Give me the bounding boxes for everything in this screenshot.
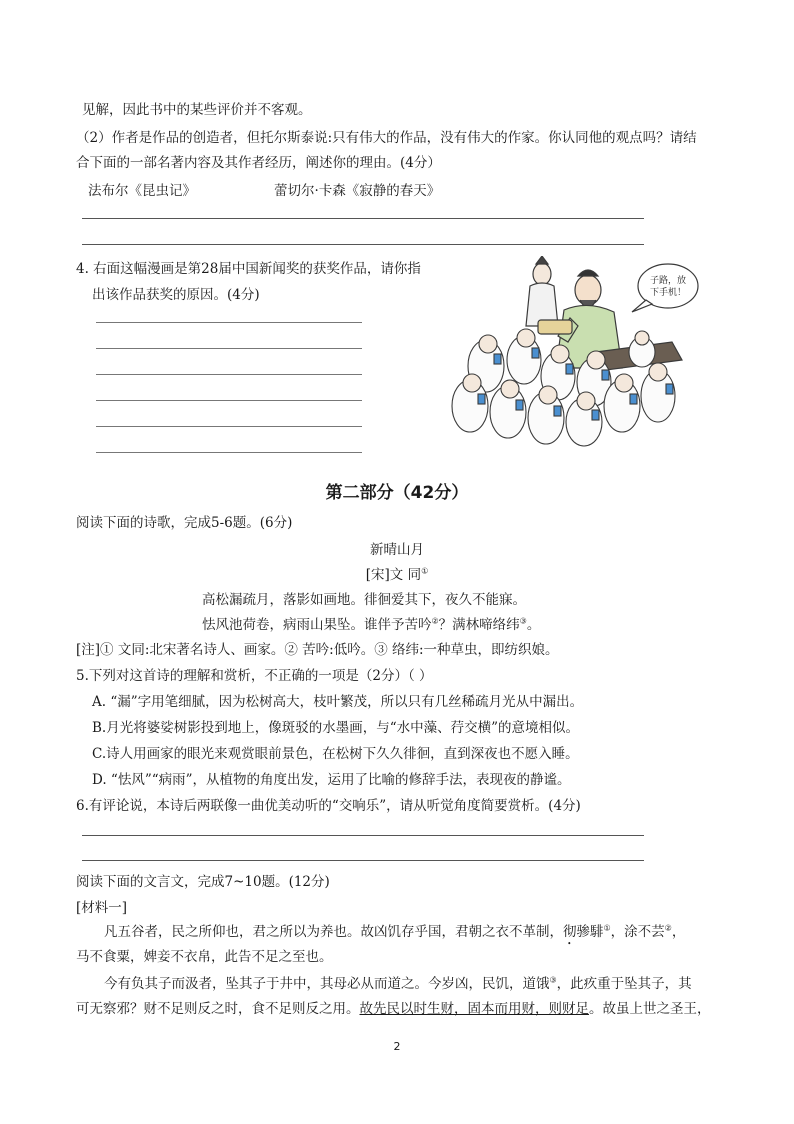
classical-p2-line1: 今有负其子而汲者，坠其子于井中，其母必从而道之。今岁凶，民饥，道饿③，此疚重于坠其子，其	[104, 975, 692, 992]
bubble-text-1: 子路，放	[649, 276, 687, 286]
material-label: [材料一]	[76, 900, 128, 916]
answer-line[interactable]	[96, 374, 362, 375]
dotted-word: 彻	[563, 924, 577, 940]
question-4-line2: 出该作品获奖的原因。(4分)	[92, 287, 260, 303]
classical-p1-line1: 凡五谷者，民之所仰也，君之所以为养也。故凶饥存乎国，君朝之衣不革制，彻骖騑①，涂不芸②，	[104, 923, 686, 940]
answer-line[interactable]	[96, 400, 362, 401]
answer-line[interactable]	[82, 218, 644, 219]
answer-line[interactable]	[96, 322, 362, 323]
option-c[interactable]: C.诗人用画家的眼光来观赏眼前景色，在松树下久久徘徊，直到深夜也不愿入睡。	[92, 746, 579, 762]
section-title: 第二部分（42分）	[325, 483, 469, 503]
poem-annotation: [注]① 文同:北宋著名诗人、画家。② 苦吟:低吟。③ 络纬:一种草虫，即纺织娘。	[76, 642, 559, 658]
intro-line: 见解，因此书中的某些评价并不客观。	[82, 102, 312, 118]
bubble-text-2: 下手机！	[649, 288, 687, 298]
classical-p2-line2: 可无察邪？财不足则反之时，食不足则反之用。故先民以时生财，固本而用财，则财足。故虽上世之圣王，	[76, 1001, 711, 1017]
cartoon-illustration	[446, 256, 704, 448]
answer-line[interactable]	[82, 835, 644, 836]
answer-line[interactable]	[82, 244, 644, 245]
poem-author: [宋]文 同①	[365, 566, 429, 583]
book-option-2: 蕾切尔·卡森《寂静的春天》	[274, 183, 441, 199]
option-b[interactable]: B.月光将婆娑树影投到地上，像斑驳的水墨画，与“水中藻、荇交横”的意境相似。	[92, 720, 580, 736]
classical-p1-line2: 马不食粟，婢妾不衣帛，此告不足之至也。	[76, 949, 333, 965]
underlined-sentence: 故先民以时生财，固本而用财，则财足	[359, 1001, 589, 1017]
book-option-1: 法布尔《昆虫记》	[88, 183, 196, 199]
answer-line[interactable]	[96, 348, 362, 349]
poem-line-2: 怯风池荷卷，病雨山果坠。谁伴予苦吟②？满林啼络纬③。	[202, 616, 541, 633]
poem-instruction: 阅读下面的诗歌，完成5-6题。(6分)	[76, 515, 293, 531]
answer-line[interactable]	[96, 426, 362, 427]
option-d[interactable]: D. “怯风”“病雨”，从植物的角度出发，运用了比喻的修辞手法，表现夜的静谧。	[92, 772, 571, 788]
question-2-line1: （2）作者是作品的创造者，但托尔斯泰说:只有伟大的作品，没有伟大的作家。你认同他的观点吗？请结	[76, 130, 697, 146]
poem-line-1: 高松漏疏月，落影如画地。徘徊爱其下，夜久不能寐。	[202, 592, 526, 608]
page-number: 2	[393, 1040, 401, 1053]
question-5-stem: 5.下列对这首诗的理解和赏析，不正确的一项是（2分）（ ）	[76, 668, 433, 684]
question-2-line2: 合下面的一部名著内容及其作者经历，阐述你的理由。(4分）	[76, 155, 441, 171]
answer-line[interactable]	[82, 860, 644, 861]
question-6-stem: 6.有评论说，本诗后两联像一曲优美动听的“交响乐”，请从听觉角度简要赏析。(4分)	[76, 798, 581, 814]
option-a[interactable]: A. “漏”字用笔细腻，因为松树高大，枝叶繁茂，所以只有几丝稀疏月光从中漏出。	[92, 694, 584, 710]
poem-title: 新晴山月	[370, 542, 424, 558]
classical-instruction: 阅读下面的文言文，完成7~10题。(12分)	[76, 874, 330, 890]
answer-line[interactable]	[96, 452, 362, 453]
question-4-line1: 4. 右面这幅漫画是第28届中国新闻奖的获奖作品，请你指	[76, 261, 421, 277]
